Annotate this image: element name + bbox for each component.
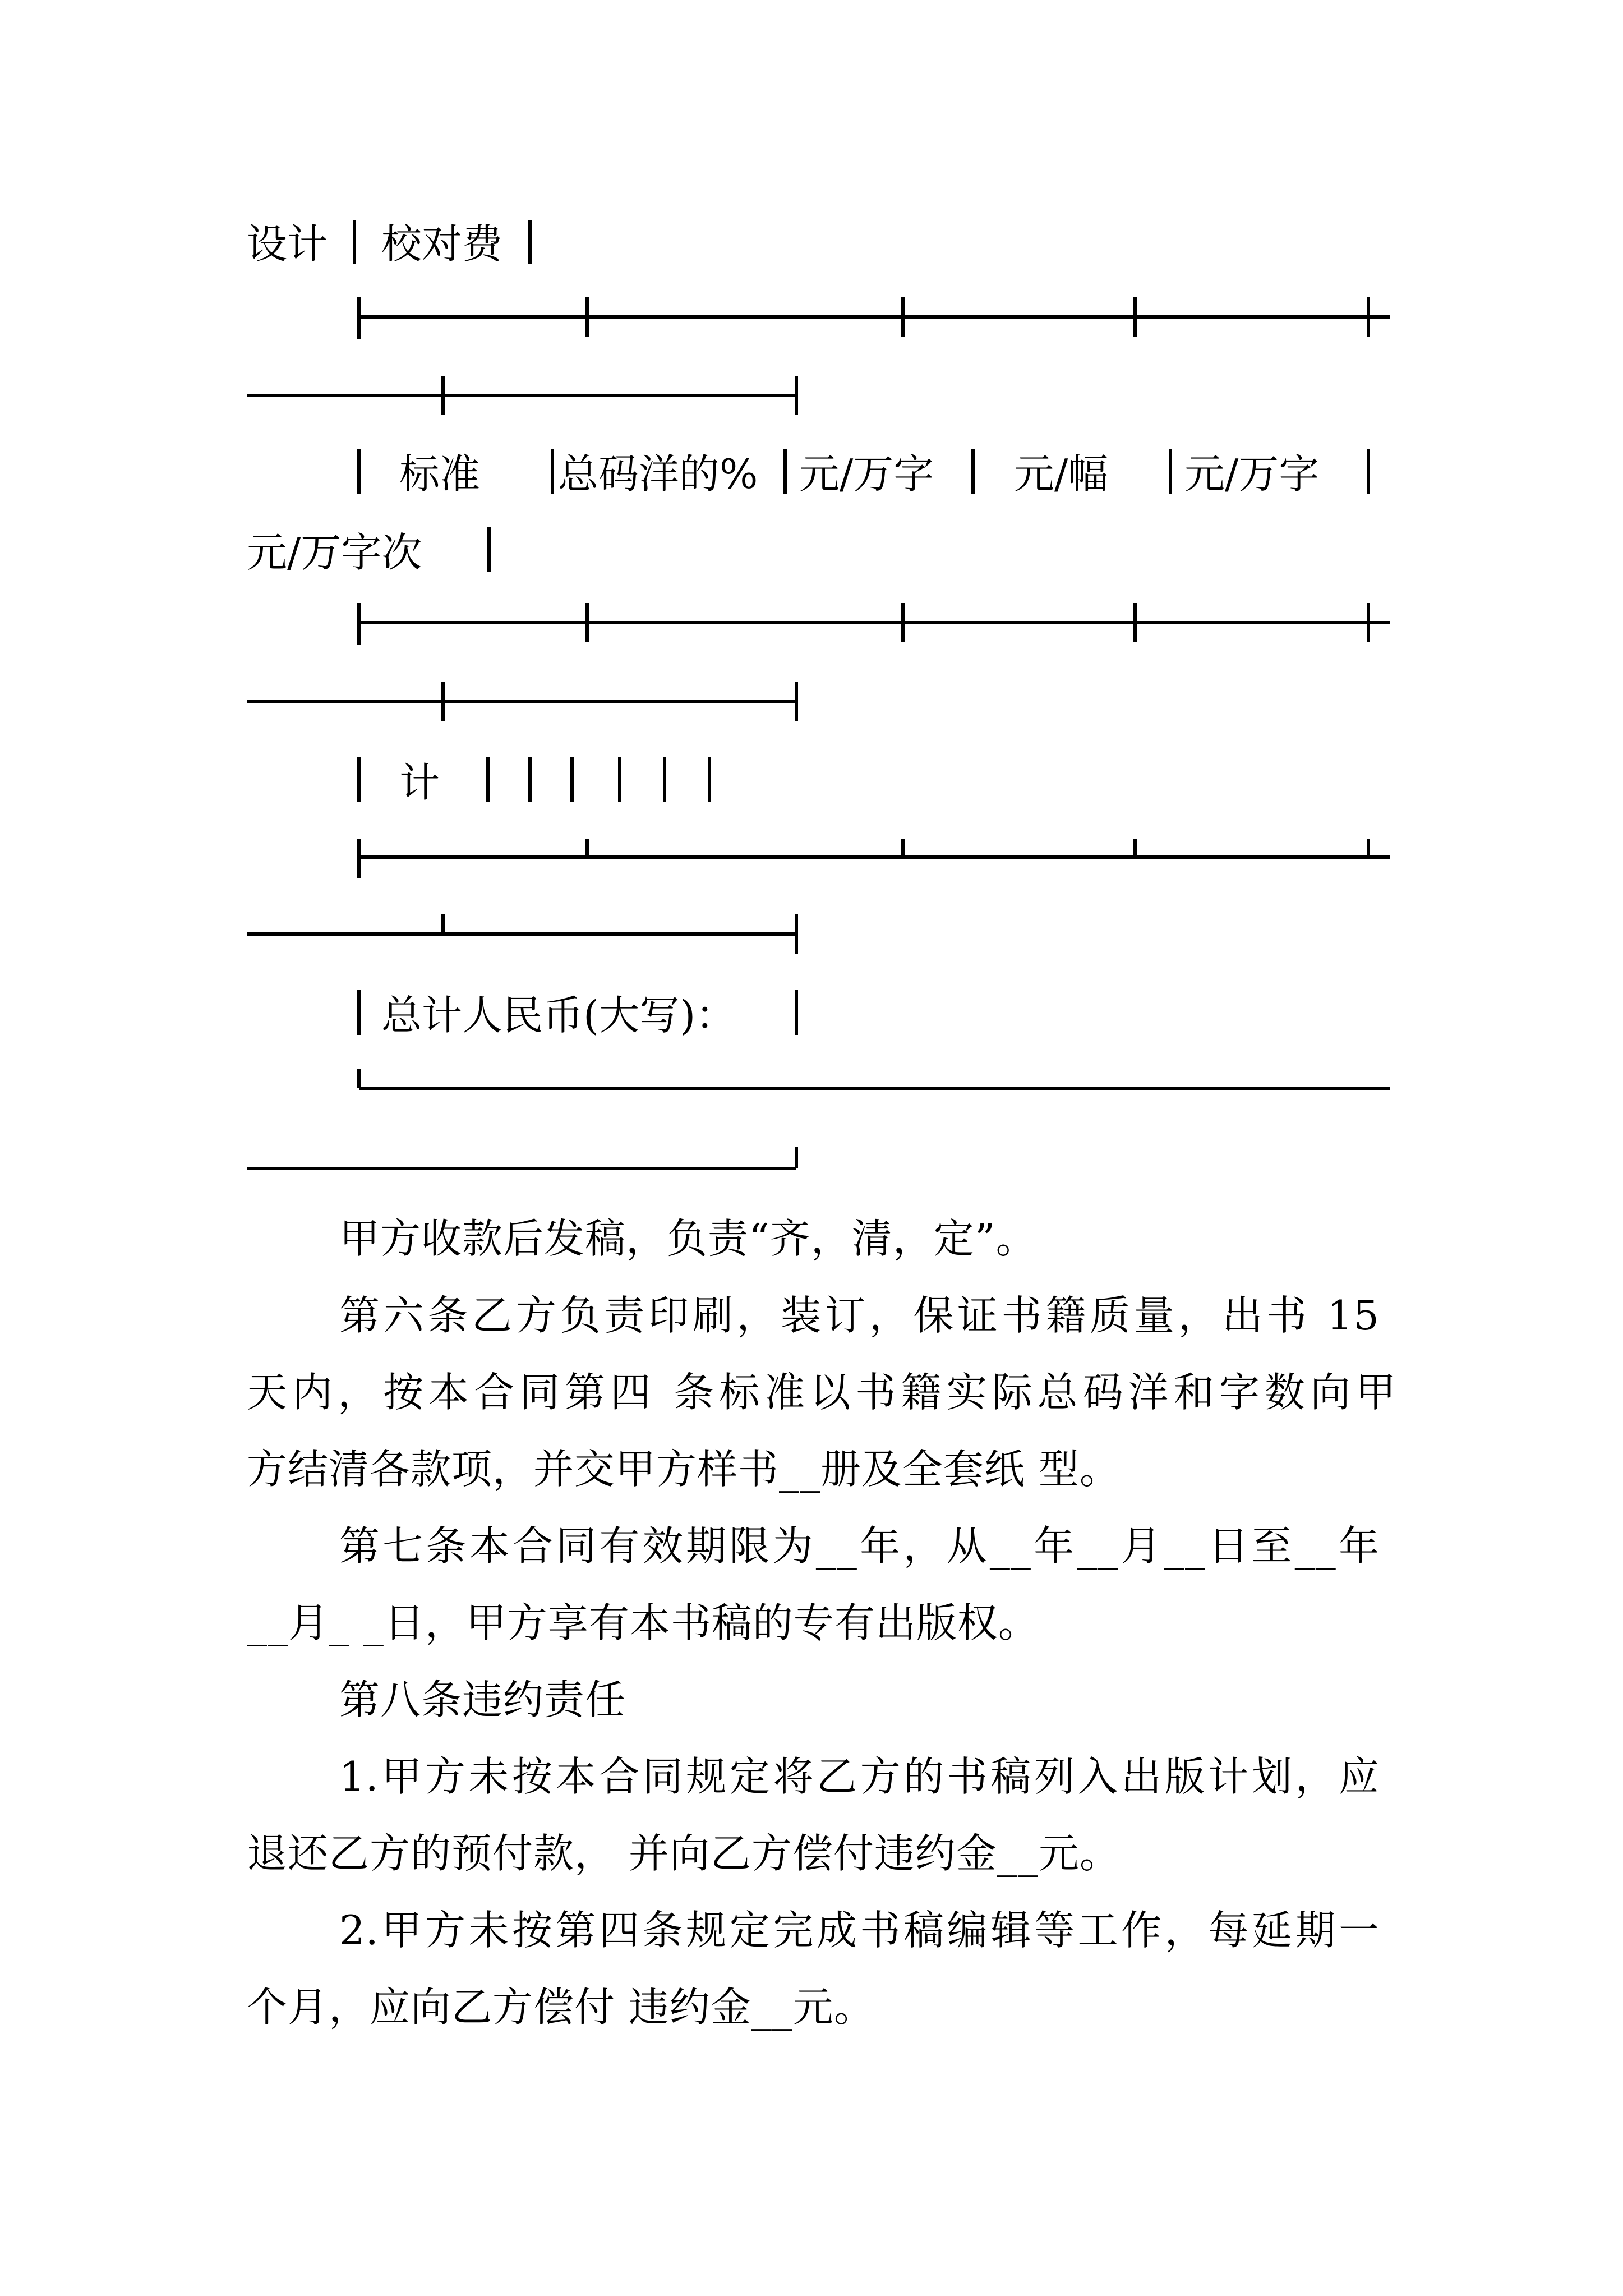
paragraph-line: 第七条本合同有效期限为__年，从__年__月__日至__年 xyxy=(339,1522,1380,1570)
table-cell-total: 计 xyxy=(399,759,440,806)
table-cell-yuan-per-10k-chars-times: 元/万字次 xyxy=(247,529,422,576)
paragraph-line: 第六条乙方负责印刷，装订，保证书籍质量，出书 15 xyxy=(339,1292,1380,1339)
paragraph-line: __月_ _日，甲方享有本书稿的专有出版权。 xyxy=(247,1599,1039,1646)
table-cell-yuan-per-10k-chars-2: 元/万字 xyxy=(1184,450,1320,498)
paragraph-line: 2.甲方未按第四条规定完成书稿编辑等工作，每延期一 xyxy=(339,1907,1380,1954)
paragraph-line: 退还乙方的预付款， 并向乙方偿付违约金__元。 xyxy=(247,1830,1121,1877)
section-heading: 第八条违约责任 xyxy=(339,1676,626,1723)
paragraph-line: 个月，应向乙方偿付 违约金__元。 xyxy=(247,1984,875,2031)
paragraph-line: 1.甲方未按本合同规定将乙方的书稿列入出版计划，应 xyxy=(339,1753,1380,1800)
table-cell-grand-total-label: 总计人民币(大写)： xyxy=(381,992,736,1039)
paragraph-line: 天内，按本合同第四 条标准以书籍实际总码洋和字数向甲 xyxy=(247,1369,1396,1416)
table-cell-yuan-per-figure: 元/幅 xyxy=(1014,450,1109,498)
table-header-cell-proofread: 校对费 xyxy=(381,220,503,268)
table-header-cell-design: 设计 xyxy=(247,220,328,268)
paragraph-line: 甲方收款后发稿，负责“齐，清，定”。 xyxy=(339,1215,1037,1262)
table-cell-standard: 标准 xyxy=(399,450,481,498)
table-cell-total-price-percent: 总码洋的% xyxy=(558,450,758,498)
paragraph-line: 方结清各款项，并交甲方样书__册及全套纸 型。 xyxy=(247,1446,1121,1493)
table-cell-yuan-per-10k-chars: 元/万字 xyxy=(799,450,934,498)
